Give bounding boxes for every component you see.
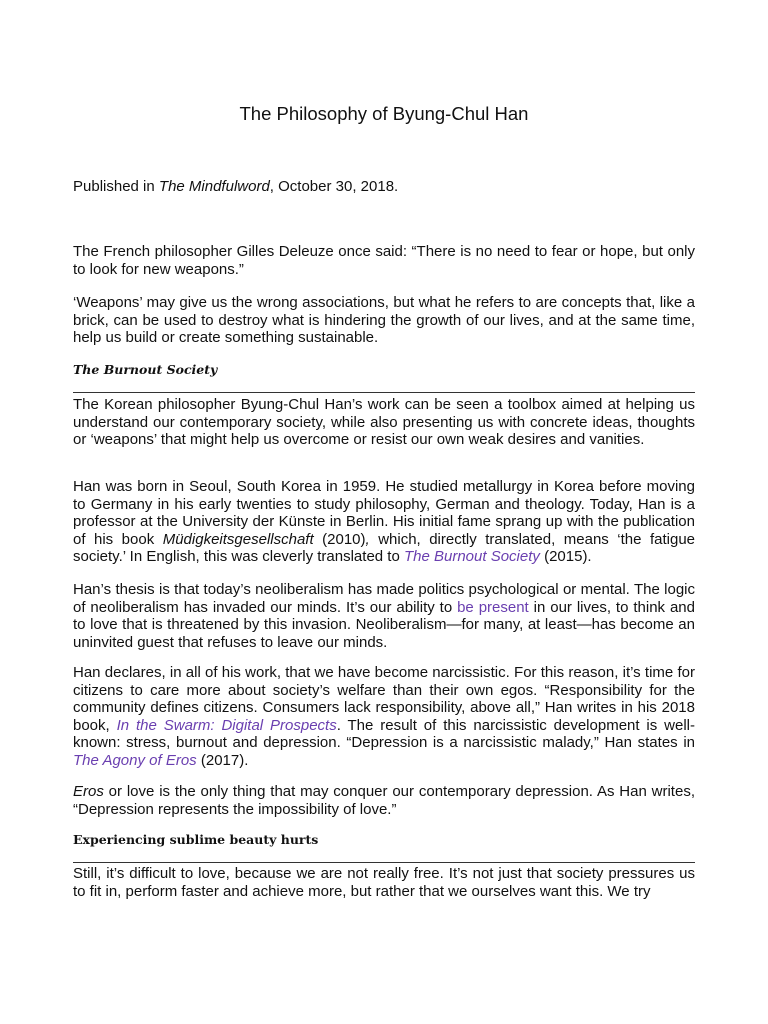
section1-paragraph-4 [73,664,695,770]
section-divider [73,392,695,393]
section-divider [73,862,695,863]
link-the-burnout-society[interactable]: The Burnout Society [403,548,540,566]
text-run: , [365,530,370,548]
intro-paragraph-1: The French philosopher Gilles Deleuze once said: “There is no need to fear or hope, but only to look for new weapons.” [73,243,695,278]
link-in-the-swarm[interactable]: In the Swarm: Digital Prospects [116,716,337,734]
section1-paragraph-1: The Korean philosopher Byung-Chul Han’s work can be seen a toolbox aimed at helping us understand our contemporary society, while also presenting us with concrete ideas, thoughts or ‘weapons’ that might help us overcome or resist our own weak desires and vanities. [73,396,695,449]
text-run: which, directly translated, means ‘the fatigue society.’ In English, this was cleverly translated to [73,530,696,566]
publication-date: , October 30, 2018. [269,178,399,195]
text-run: Han declares, in all of his work, that we have become narcissistic. For this reason, it’s time for citizens to care more about society’s welfare than their own egos. “Responsibility for the community defines citizens. Consumers lack responsibility, above all,” Han writes in his 2018 book, [73,664,695,734]
intro-paragraph-2: ‘Weapons’ may give us the wrong associations, but what he refers to are concepts that, like a brick, can be used to destroy what is hindering the growth of our lives, and at the same time, help us build or create something sustainable. [73,294,695,347]
section1-paragraph-2 [73,478,695,566]
link-be-present[interactable]: be present [457,598,529,616]
eros-term: Eros [73,783,104,800]
text-run: (2017). [196,751,249,769]
text-run: or love is the only thing that may conquer our contemporary depression. As Han writes, “Depression represents the impossibility of love.” [73,783,695,818]
publication-prefix: Published in [73,178,159,195]
link-the-agony-of-eros[interactable]: The Agony of Eros [73,751,197,769]
section-heading-burnout-society: The Burnout Society [73,362,218,377]
text-run: (2010) [313,530,366,548]
text-run: Han was born in Seoul, South Korea in 1959. He studied metallurgy in Korea before moving to Germany in his early twenties to study philosophy, German and theology. Today, Han is a professor at the University der Künste in Berlin. His initial fame sprang up with the publication of his book [73,478,695,548]
section1-paragraph-3 [73,581,695,651]
book-title-german: Müdigkeitsgesellschaft [162,530,314,548]
section1-paragraph-5 [73,783,695,818]
publication-line [73,178,398,195]
document-title: The Philosophy of Byung-Chul Han [239,103,529,124]
section2-paragraph-1: Still, it’s difficult to love, because we are not really free. It’s not just that society pressures us to fit in, perform faster and achieve more, but rather that we ourselves want this. We try [73,865,695,900]
section-heading-sublime-beauty: Experiencing sublime beauty hurts [73,832,319,847]
text-run: in our lives, to think and to love that is threatened by this invasion. Neoliberalism—for many, at least—has become an uninvited guest that refuses to leave our minds. [73,598,695,651]
text-run: . The result of this narcissistic development is well-known: stress, burnout and depression. “Depression is a narcissistic malady,” Han states in [73,716,695,752]
text-run: Han’s thesis is that today’s neoliberalism has made politics psychological or mental. The logic of neoliberalism has invaded our minds. It’s our ability to [73,581,695,616]
publication-name: The Mindfulword [158,178,270,195]
text-run: (2015). [539,548,592,566]
